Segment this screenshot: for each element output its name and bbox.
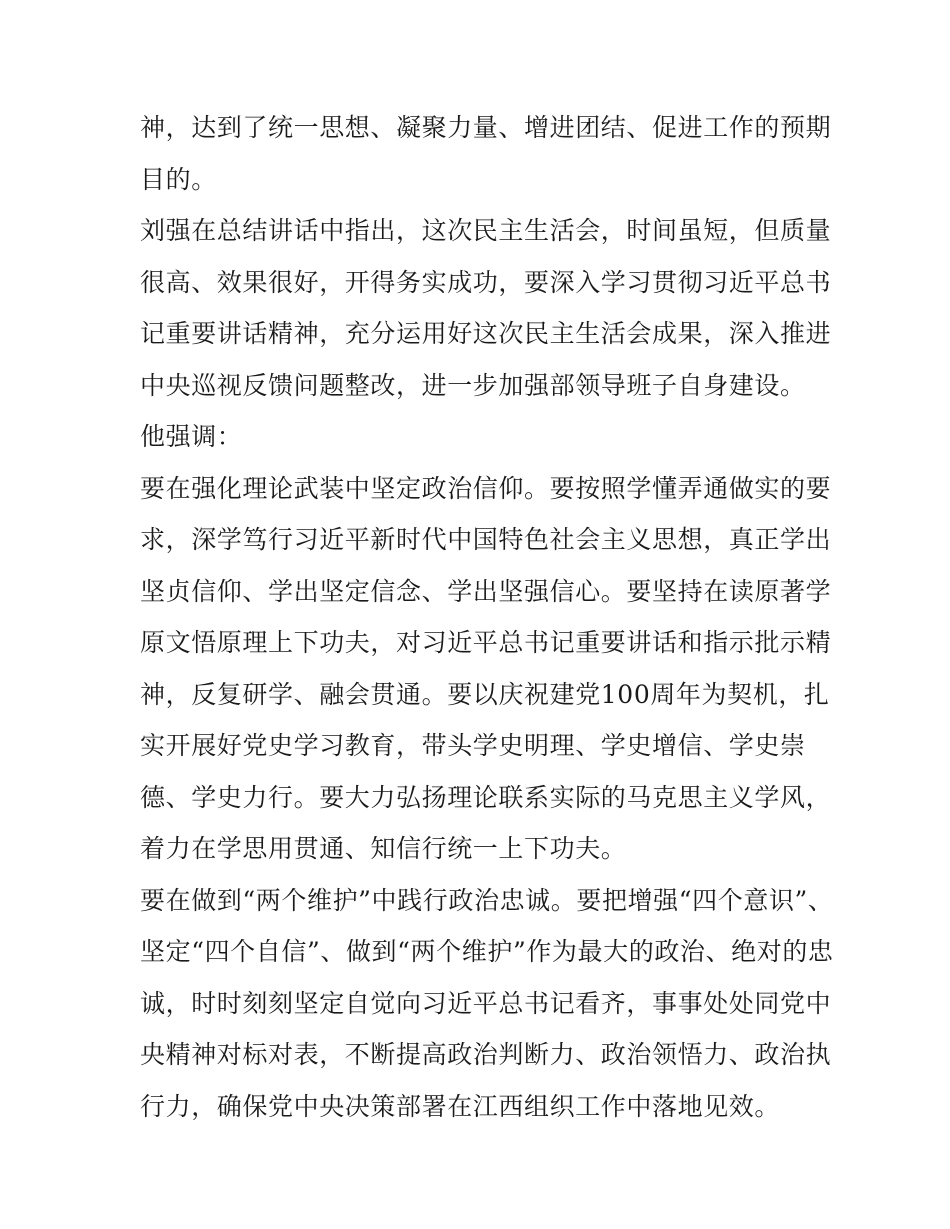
text-line: 神，反复研学、融会贯通。要以庆祝建党100周年为契机，扎 xyxy=(140,680,830,709)
text-line: 实开展好党史学习教育，带头学史明理、学史增信、学史崇 xyxy=(140,731,806,760)
text-line: 原文悟原理上下功夫，对习近平总书记重要讲话和指示批示精 xyxy=(140,628,832,657)
text-line: 央精神对标对表，不断提高政治判断力、政治领悟力、政治执 xyxy=(140,1040,832,1069)
text-line: 德、学史力行。要大力弘扬理论联系实际的马克思主义学风， xyxy=(140,783,832,812)
text-line: 着力在学思用贯通、知信行统一上下功夫。 xyxy=(140,834,627,863)
text-line: 目的。 xyxy=(140,165,217,194)
text-line: 他强调： xyxy=(140,422,243,451)
text-line: 刘强在总结讲话中指出，这次民主生活会，时间虽短，但质量 xyxy=(140,216,832,245)
text-line: 坚贞信仰、学出坚定信念、学出坚强信心。要坚持在读原著学 xyxy=(140,577,832,606)
text-line: 很高、效果很好，开得务实成功，要深入学习贯彻习近平总书 xyxy=(140,268,832,297)
text-line: 坚定“四个自信”、做到“两个维护”作为最大的政治、绝对的忠 xyxy=(140,937,834,966)
text-line: 诚，时时刻刻坚定自觉向习近平总书记看齐，事事处处同党中 xyxy=(140,989,832,1018)
text-line: 神，达到了统一思想、凝聚力量、增进团结、促进工作的预期 xyxy=(140,113,832,142)
text-line: 要在强化理论武装中坚定政治信仰。要按照学懂弄通做实的要 xyxy=(140,474,832,503)
text-line: 要在做到“两个维护”中践行政治忠诚。要把增强“四个意识”、 xyxy=(140,886,834,915)
text-line: 中央巡视反馈问题整改，进一步加强部领导班子自身建设。 xyxy=(140,371,806,400)
text-line: 记重要讲话精神，充分运用好这次民主生活会成果，深入推进 xyxy=(140,319,832,348)
text-line: 行力，确保党中央决策部署在江西组织工作中落地见效。 xyxy=(140,1092,781,1121)
text-line: 求，深学笃行习近平新时代中国特色社会主义思想，真正学出 xyxy=(140,525,832,554)
